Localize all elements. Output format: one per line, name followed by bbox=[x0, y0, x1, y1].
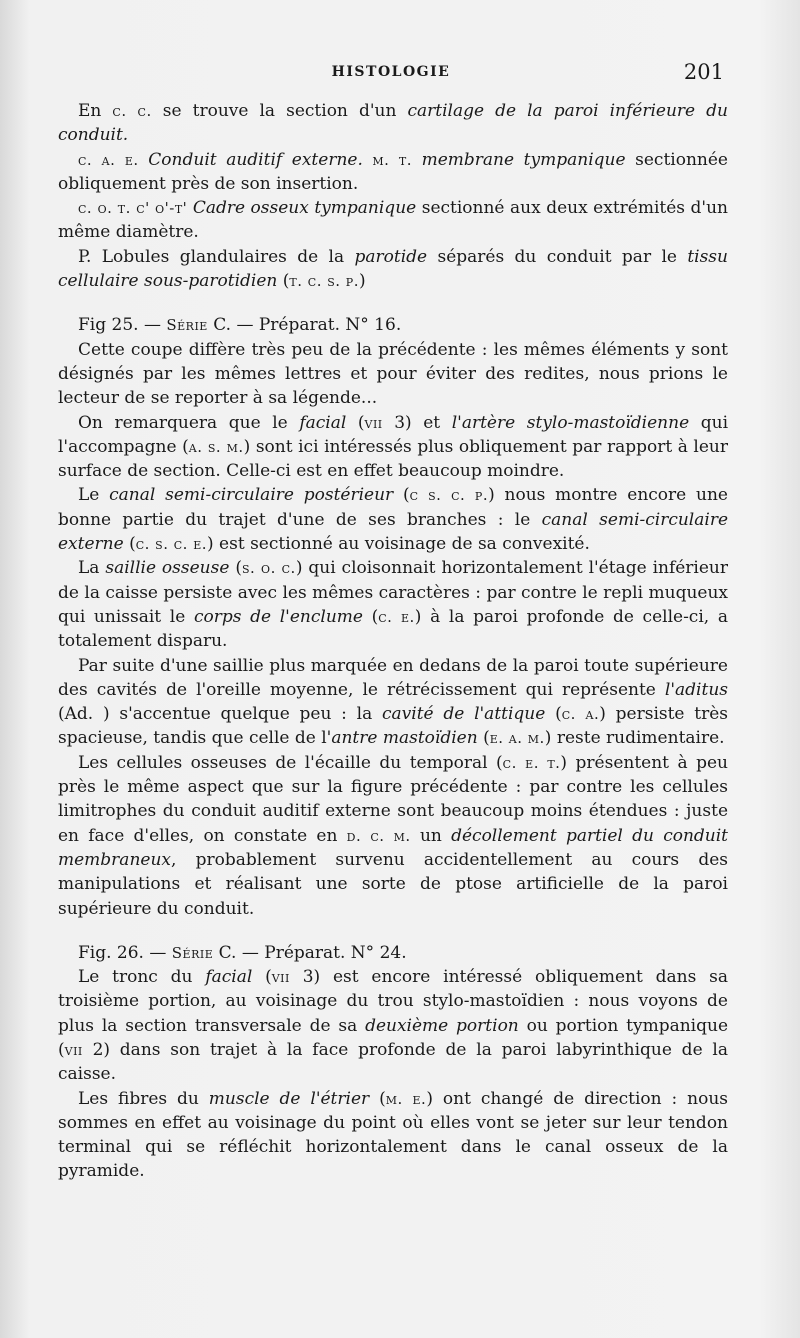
paragraph-aditus: Par suite d'une saillie plus marquée en dedans de la paroi toute supérieure des cavités de l'oreille moyenne, le rétrécissement qui représente l'aditus (Ad. ) s'accentue quelque peu : la cavité de l'attique (c. a.) persiste très spacieuse, tandis que celle de l'antre mastoïdien (e. a. m.) reste rudimentaire. bbox=[58, 655, 728, 749]
paragraph-canal-semi-circulaire: Le canal semi-circulaire postérieur (c s. c. p.) nous montre encore une bonne partie du trajet d'une de ses branches : le canal semi-circulaire externe (c. s. c. e.) est sectionné au voisinage de sa convexité. bbox=[58, 485, 728, 555]
paragraph-muscle-etrier: Les fibres du muscle de l'étrier (m. e.) ont changé de direction : nous sommes en effet au voisinage du point où elles vont se jeter sur leur tendon terminal qui se réfléchit horizontalement dans le canal osseux de la pyramide. bbox=[58, 1088, 729, 1182]
figure-heading-26: Fig. 26. — Série C. — Préparat. N° 24. bbox=[78, 942, 407, 963]
paragraph-cadre-osseux: c. o. t. c' o'-t' Cadre osseux tympanique sectionné aux deux extrémités d'un même diamètre. bbox=[58, 198, 728, 243]
paragraph-saillie-osseuse: La saillie osseuse (s. o. c.) qui cloisonnait horizontalement l'étage inférieur de la caisse persiste avec les mêmes caractères : par contre le repli muqueux qui unissait le corps de l'enclume (c. e.) à la paroi profonde de celle-ci, a totalement disparu. bbox=[58, 558, 729, 652]
paragraph-facial: On remarquera que le facial (vii 3) et l'artère stylo-mastoïdienne qui l'accompagne (a. s. m.) sont ici intéressés plus obliquement par rapport à leur surface de section. Celle-ci est en effet beaucoup moindre. bbox=[58, 412, 728, 482]
page-body bbox=[58, 99, 728, 1184]
paragraph-tronc-facial: Le tronc du facial (vii 3) est encore intéressé obliquement dans sa troisième portion, au voisinage du trou stylo-mastoïdien : nous voyons de plus la section transversale de sa deuxième portion ou portion tympanique (vii 2) dans son trajet à la face profonde de la paroi labyrinthique de la caisse. bbox=[58, 967, 729, 1085]
figure-heading-25: Fig 25. — Série C. — Préparat. N° 16. bbox=[78, 315, 402, 336]
page-number: 201 bbox=[683, 60, 724, 84]
paragraph-conduit-auditif: c. a. e. Conduit auditif externe. m. t. membrane tympanique sectionnée obliquement près de son insertion. bbox=[58, 149, 728, 194]
paragraph-cellules-osseuses: Les cellules osseuses de l'écaille du temporal (c. e. t.) présentent à peu près le même aspect que sur la figure précédente : par contre les cellules limitrophes du conduit auditif externe sont beaucoup moins étendues : juste en face d'elles, on constate en d. c. m. un décollement partiel du conduit membraneux, probablement survenu accidentellement au cours des manipulations et réalisant une sorte de ptose artificielle de la paroi supérieure du conduit. bbox=[58, 752, 728, 919]
running-head: HISTOLOGIE bbox=[331, 64, 451, 80]
page-header bbox=[58, 60, 724, 90]
paragraph-cartilage: En c. c. se trouve la section d'un cartilage de la paroi inférieure du conduit. bbox=[58, 101, 729, 146]
paragraph-coupe: Cette coupe diffère très peu de la précédente : les mêmes éléments y sont désignés par les mêmes lettres et pour éviter des redites, nous prions le lecteur de se reporter à sa légende... bbox=[58, 339, 728, 409]
paragraph-lobules: P. Lobules glandulaires de la parotide séparés du conduit par le tissu cellulaire sous-parotidien (t. c. s. p.) bbox=[58, 246, 728, 292]
